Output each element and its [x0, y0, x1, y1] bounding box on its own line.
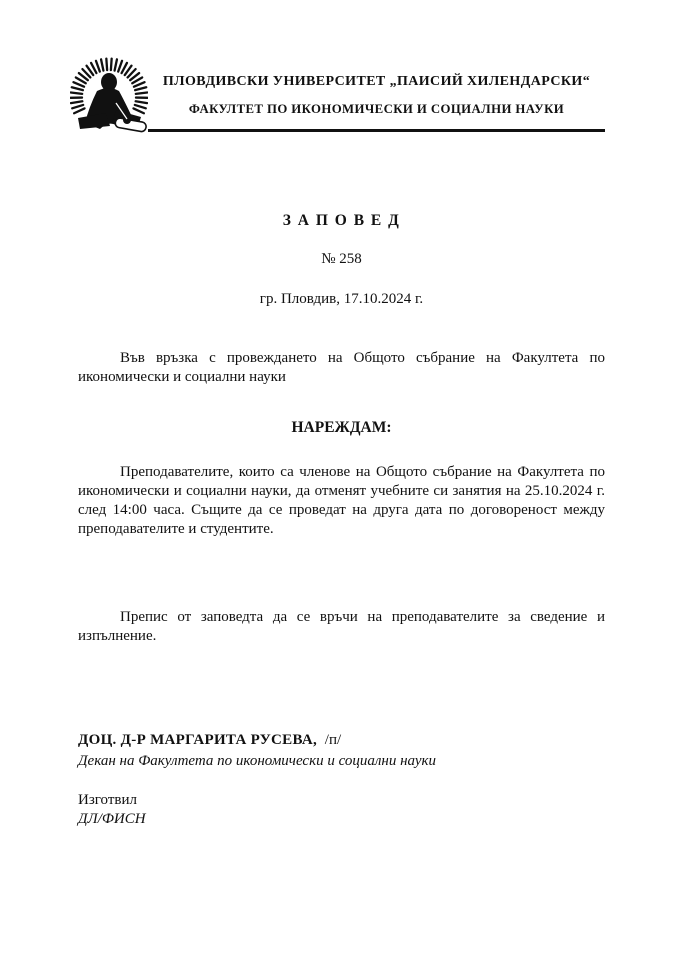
- order-title: З А П О В Е Д: [282, 212, 401, 229]
- university-emblem-icon: [70, 57, 148, 141]
- university-name: ПЛОВДИВСКИ УНИВЕРСИТЕТ „ПАИСИЙ ХИЛЕНДАРСКИ“: [162, 74, 591, 89]
- signatory-position: Декан на Факултета по икономически и социални науки: [78, 753, 437, 769]
- signature-line: [78, 731, 605, 750]
- signed-mark: /п/: [324, 732, 342, 748]
- prepared-by-initials: ДЛ/ФИСН: [78, 811, 146, 827]
- header-text-block: [148, 57, 605, 132]
- distribution-paragraph: Препис от заповедта да се връчи на преподавателите за сведение и изпълнение.: [78, 609, 605, 644]
- order-number: № 258: [321, 251, 362, 267]
- order-place-date: гр. Пловдив, 17.10.2024 г.: [259, 291, 424, 307]
- intro-paragraph: Във връзка с провеждането на Общото събрание на Факултета по икономически и социални науки: [78, 350, 605, 385]
- prepared-by-label: Изготвил: [78, 792, 137, 808]
- order-body-paragraph: Преподавателите, които са членове на Общото събрание на Факултета по икономически и социални науки, да отменят учебните си занятия на 25.10.2024 г. след 14:00 часа. Същите да се проведат на друга дата по договореност между преподавателите и студентите.: [78, 464, 605, 537]
- signatory-name: ДОЦ. Д-Р МАРГАРИТА РУСЕВА,: [78, 732, 318, 748]
- document-header: [70, 57, 605, 141]
- order-heading: НАРЕЖДАМ:: [291, 419, 392, 436]
- faculty-name: ФАКУЛТЕТ ПО ИКОНОМИЧЕСКИ И СОЦИАЛНИ НАУКИ: [188, 102, 565, 116]
